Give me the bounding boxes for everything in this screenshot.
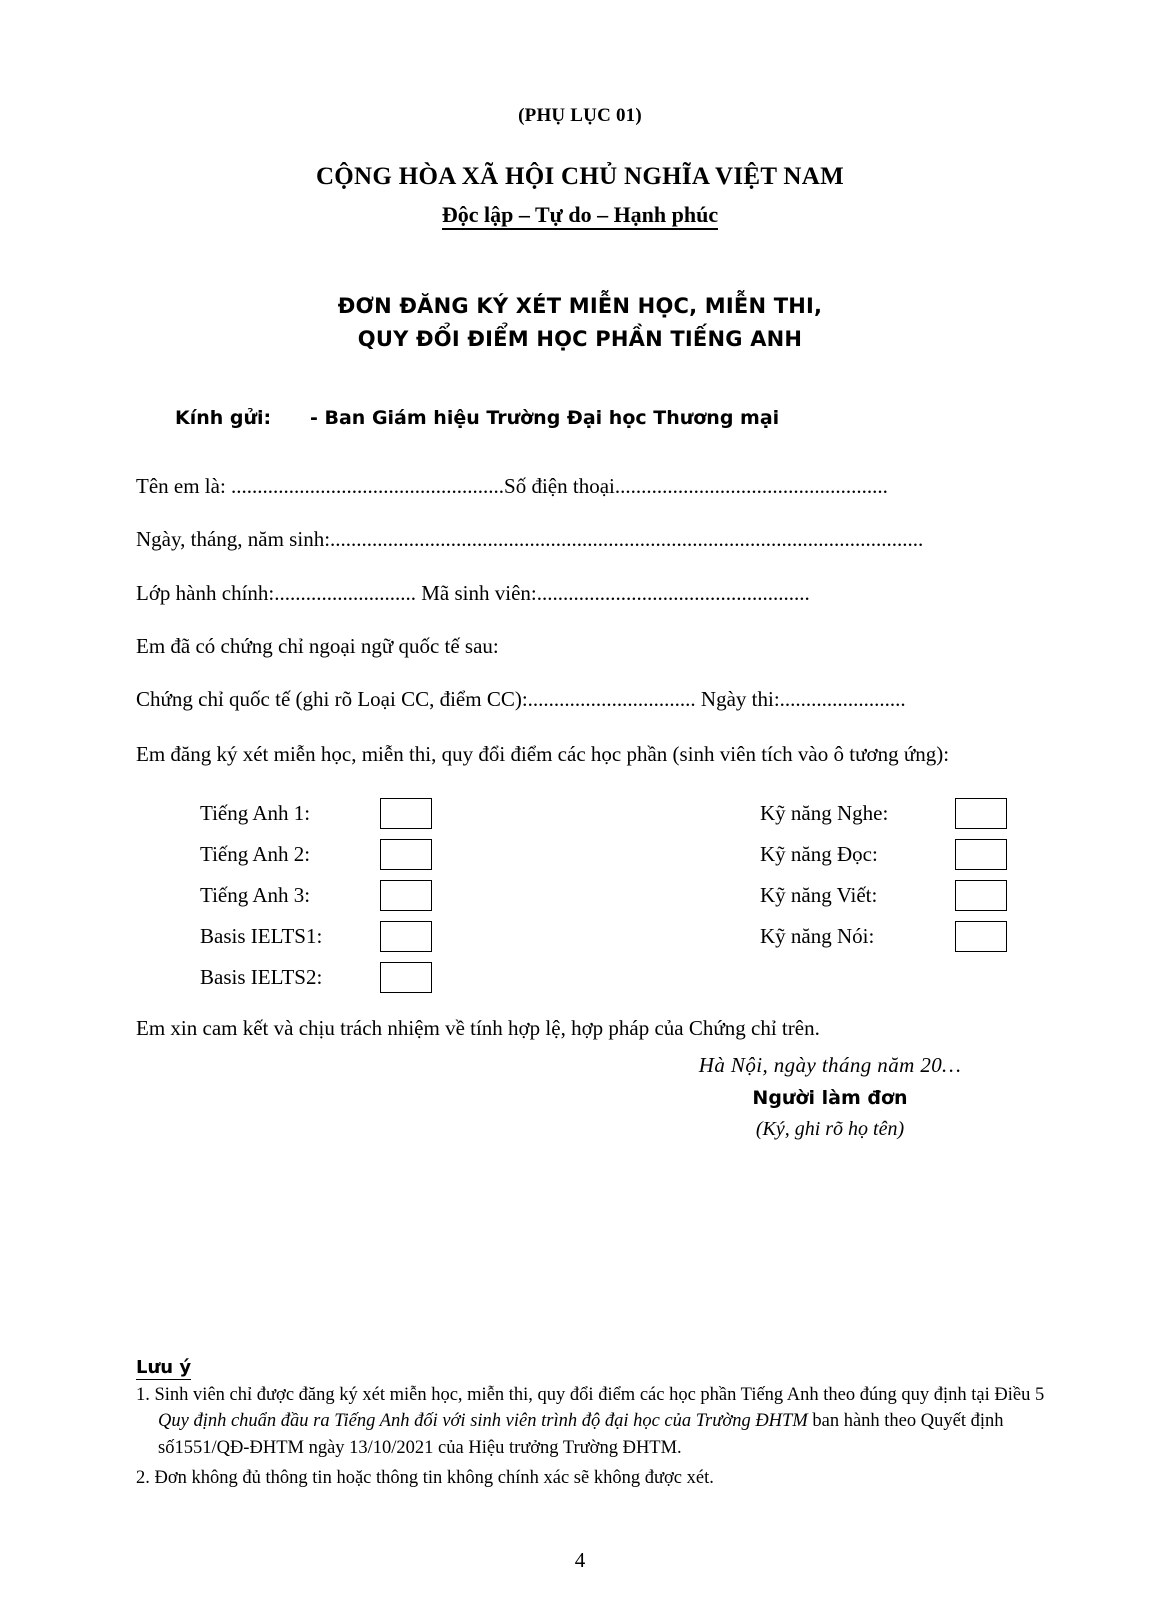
signature-block xyxy=(0,1053,1160,1141)
motto-text: Độc lập – Tự do – Hạnh phúc xyxy=(442,202,718,230)
note-2-text: 2. Đơn không đủ thông tin hoặc thông tin không chính xác sẽ không được xét. xyxy=(136,1467,714,1488)
page-title-line2: QUY ĐỔI ĐIỂM HỌC PHẦN TIẾNG ANH xyxy=(357,326,803,351)
checkbox-ky-nang-noi[interactable] xyxy=(955,921,1007,952)
checkbox-ky-nang-viet[interactable] xyxy=(955,880,1007,911)
page-title-line1: ĐƠN ĐĂNG KÝ XÉT MIỄN HỌC, MIỄN THI, xyxy=(337,294,823,318)
field-birthdate: Ngày, tháng, năm sinh:................................................................................................................. xyxy=(136,527,924,552)
checkbox-label-ky-nang-doc: Kỹ năng Đọc: xyxy=(760,841,878,866)
field-certificate-intro: Em đã có chứng chỉ ngoại ngữ quốc tế sau: xyxy=(136,633,499,658)
page-title xyxy=(0,290,1160,355)
notes-section xyxy=(136,1357,1076,1491)
checkbox-ky-nang-nghe[interactable] xyxy=(955,798,1007,829)
signer-title: Người làm đơn xyxy=(752,1086,908,1109)
checkbox-grid xyxy=(200,793,1040,998)
note-1-part2: ban hành theo Quyết định số1551/QĐ-ĐHTM ngày 13/10/2021 của Hiệu trưởng Trường ĐHTM. xyxy=(158,1411,1004,1458)
note-item xyxy=(136,1382,1076,1461)
signer-note: (Ký, ghi rõ họ tên) xyxy=(755,1117,905,1140)
appendix-label: (PHỤ LỤC 01) xyxy=(518,105,642,126)
recipient-value: - Ban Giám hiệu Trường Đại học Thương mại xyxy=(310,407,780,430)
place-date: Hà Nội, ngày tháng năm 20… xyxy=(698,1052,962,1077)
checkbox-row xyxy=(760,875,1007,916)
nation-heading: CỘNG HÒA XÃ HỘI CHỦ NGHĨA VIỆT NAM xyxy=(315,163,845,190)
field-class-studentid: Lớp hành chính:........................... Mã sinh viên:.................................................... xyxy=(136,580,810,605)
recipient-label: Kính gửi: xyxy=(175,407,272,430)
checkbox-label-basis-ielts2: Basis IELTS2: xyxy=(200,964,323,989)
checkbox-label-ky-nang-noi: Kỹ năng Nói: xyxy=(760,923,875,948)
motto-heading xyxy=(0,202,1160,228)
checkbox-row xyxy=(760,916,1007,957)
checkbox-label-tieng-anh-2: Tiếng Anh 2: xyxy=(200,841,311,866)
checkbox-label-tieng-anh-3: Tiếng Anh 3: xyxy=(200,882,311,907)
checkbox-label-ky-nang-nghe: Kỹ năng Nghe: xyxy=(760,800,889,825)
checkbox-row xyxy=(760,793,1007,834)
checkbox-row xyxy=(200,957,1040,998)
registration-instruction: Em đăng ký xét miễn học, miễn thi, quy đổi điểm các học phần (sinh viên tích vào ô tương ứng): xyxy=(136,741,950,766)
checkbox-ky-nang-doc[interactable] xyxy=(955,839,1007,870)
notes-title-text: Lưu ý xyxy=(136,1357,192,1378)
note-item xyxy=(136,1465,1076,1491)
checkbox-grid-right xyxy=(760,793,1007,957)
checkbox-tieng-anh-1[interactable] xyxy=(380,798,432,829)
note-1-part1: 1. Sinh viên chỉ được đăng ký xét miễn học, miễn thi, quy đổi điểm các học phần Tiếng Anh theo đúng quy định tại Điều 5 xyxy=(136,1385,1045,1405)
notes-title xyxy=(136,1357,1076,1378)
checkbox-basis-ielts2[interactable] xyxy=(380,962,432,993)
page-number: 4 xyxy=(574,1548,586,1572)
checkbox-label-basis-ielts1: Basis IELTS1: xyxy=(200,923,323,948)
note-1-text xyxy=(136,1382,1076,1461)
document-page xyxy=(0,105,1160,1605)
note-1-italic: Quy định chuẩn đầu ra Tiếng Anh đối với sinh viên trình độ đại học của Trường ĐHTM xyxy=(158,1411,808,1432)
checkbox-basis-ielts1[interactable] xyxy=(380,921,432,952)
checkbox-tieng-anh-2[interactable] xyxy=(380,839,432,870)
checkbox-row xyxy=(760,834,1007,875)
field-name-phone: Tên em là: ....................................................Số điện thoại.................................................... xyxy=(136,474,888,499)
checkbox-label-tieng-anh-1: Tiếng Anh 1: xyxy=(200,800,311,825)
checkbox-tieng-anh-3[interactable] xyxy=(380,880,432,911)
checkbox-label-ky-nang-viet: Kỹ năng Viết: xyxy=(760,882,878,907)
field-certificate-detail: Chứng chỉ quốc tế (ghi rõ Loại CC, điểm CC):................................ Ngày thi:........................ xyxy=(136,687,906,712)
recipient-block xyxy=(0,407,1160,429)
commitment-text: Em xin cam kết và chịu trách nhiệm về tính hợp lệ, hợp pháp của Chứng chỉ trên. xyxy=(136,1015,820,1040)
